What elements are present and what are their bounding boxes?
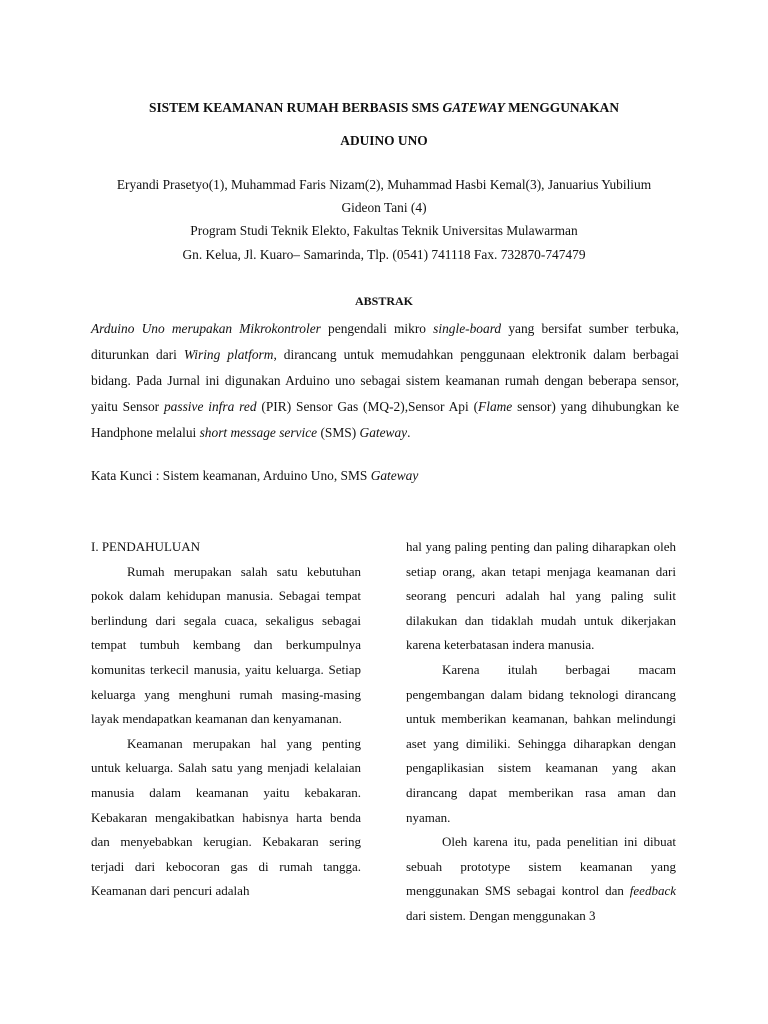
- abstract-heading: ABSTRAK: [354, 294, 413, 308]
- abstract-seg-5: Wiring platform: [183, 347, 274, 362]
- abstract-seg-3: single-board: [433, 321, 502, 336]
- abstract-seg-14: .: [407, 425, 411, 440]
- paper-title: [60, 91, 708, 157]
- abstract-seg-12: (SMS): [317, 425, 360, 440]
- affiliation-address: Gn. Kelua, Jl. Kuaro– Samarinda, Tlp. (0541) 741118 Fax. 732870-747479: [182, 247, 586, 262]
- keywords-text: Kata Kunci : Sistem keamanan, Arduino Uno, SMS: [91, 468, 371, 483]
- abstract-seg-6: , dirancang untuk memudahkan penggunaan elektronik dalam berbagai bidang. Pada Jurnal ini digunakan Arduino uno sebagai sistem keamanan rumah dengan beberapa sensor, yaitu Sensor: [91, 347, 680, 414]
- keywords-italic: Gateway: [370, 468, 419, 483]
- paragraph-5: [406, 830, 676, 928]
- title-text-end: MENGGUNAKAN: [504, 100, 619, 115]
- title-line-2: ADUINO UNO: [340, 133, 428, 148]
- abstract-body: [91, 316, 679, 446]
- paragraph-4: Karena itulah berbagai macam pengembangan dalam bidang teknologi dirancang untuk memberikan keamanan, bahkan melindungi aset yang dimiliki. Sehingga diharapkan dengan pengaplikasian sistem keamanan yang akan dirancang dapat memberikan rasa aman dan nyaman.: [406, 661, 676, 825]
- abstract-seg-10: sensor) yang dihubungkan ke Handphone melalui: [91, 399, 680, 440]
- author-list: [60, 173, 708, 219]
- paragraph-5-end: dari sistem. Dengan menggunakan 3: [406, 907, 596, 923]
- abstract-seg-9: Flame: [478, 399, 513, 414]
- abstract-seg-2: pengendali mikro: [320, 321, 434, 336]
- left-column: [91, 535, 361, 904]
- keywords: [91, 465, 679, 487]
- abstract-seg-7: passive infra red: [163, 399, 257, 414]
- right-column: [406, 535, 676, 929]
- authors-line-1: Eryandi Prasetyo(1), Muhammad Faris Nizam(2), Muhammad Hasbi Kemal(3), Januarius Yubilium: [116, 177, 652, 192]
- abstract-seg-11: short message service: [199, 425, 318, 440]
- authors-line-2: Gideon Tani (4): [341, 200, 427, 215]
- paragraph-5-text: Oleh karena itu, pada penelitian ini dibuat sebuah prototype sistem keamanan yang menggunakan SMS sebagai kontrol dan: [406, 834, 676, 899]
- paragraph-3: hal yang paling penting dan paling diharapkan oleh setiap orang, akan tetapi menjaga keamanan dari seorang pencuri adalah hal yang paling sulit dilakukan dan tidaklah mudah untuk dikerjakan karena keterbatasan indera manusia.: [406, 539, 676, 653]
- affiliation-program: Program Studi Teknik Elekto, Fakultas Teknik Universitas Mulawarman: [190, 223, 578, 238]
- paragraph-2: Keamanan merupakan hal yang penting untuk keluarga. Salah satu yang menjadi kelalaian manusia dalam keamanan yaitu kebakaran. Kebakaran mengakibatkan habisnya harta benda dan menyebabkan kerugian. Kebakaran sering terjadi dari kebocoran gas di rumah tangga. Keamanan dari pencuri adalah: [91, 735, 361, 899]
- abstract-seg-1: Arduino Uno merupakan Mikrokontroler: [91, 321, 321, 336]
- abstract-seg-13: Gateway: [359, 425, 408, 440]
- title-italic: GATEWAY: [442, 100, 505, 115]
- title-text: SISTEM KEAMANAN RUMAH BERBASIS SMS: [149, 100, 443, 115]
- abstract-seg-8: (PIR) Sensor Gas (MQ-2),Sensor Api (: [256, 399, 479, 414]
- paragraph-1: Rumah merupakan salah satu kebutuhan pokok dalam kehidupan manusia. Sebagai tempat berlindung dari segala cuaca, sekaligus sebagai tempat tumbuh kembang dan berkumpulnya komunitas terkecil manusia, yaitu keluarga. Setiap keluarga yang menghuni rumah masing-masing layak mendapatkan keamanan dan kenyamanan.: [91, 563, 361, 727]
- section-heading: I. PENDAHULUAN: [91, 539, 201, 554]
- abstract-seg-4: yang bersifat sumber terbuka, diturunkan dari: [91, 321, 679, 362]
- paragraph-5-italic: feedback: [629, 883, 676, 899]
